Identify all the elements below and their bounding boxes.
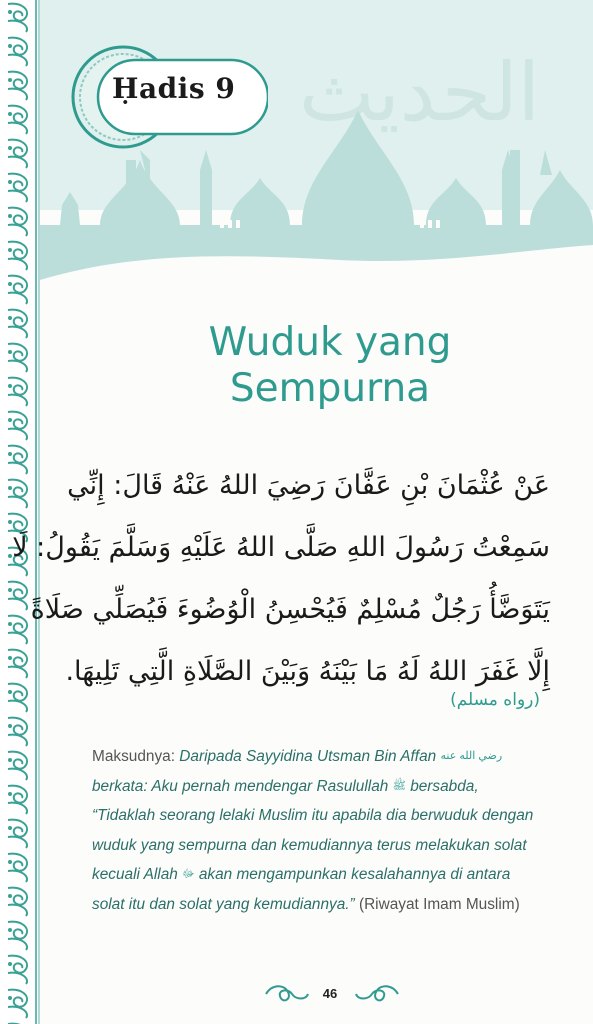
- arabic-line: عَنْ عُثْمَانَ بْنِ عَفَّانَ رَضِيَ اللهُ عَنْهُ قَالَ: إِنِّي: [67, 470, 550, 501]
- hadith-title: [160, 320, 500, 412]
- translation-part-3: bersabda, “Tidaklah seorang lelaki Muslim itu apabila dia berwuduk dengan wuduk yang sempurna dan kemudiannya terus melakukan solat kecuali Allah: [92, 777, 534, 884]
- decorative-border: [0, 0, 40, 1024]
- ornament-pattern: [0, 0, 40, 1024]
- arabic-line: سَمِعْتُ رَسُولَ اللهِ صَلَّى اللهُ عَلَيْهِ وَسَلَّمَ يَقُولُ: لَا: [12, 532, 550, 563]
- title-line-1: Wuduk yang: [208, 320, 452, 365]
- page-number: 46: [322, 986, 338, 1001]
- translation-part-4: akan mengampunkan kesalahannya di antara solat itu dan solat yang kemudiannya.”: [92, 866, 511, 913]
- honorific-saw-icon: ﷺ: [392, 779, 406, 792]
- translation-part-1: Daripada Sayyidina Utsman Bin Affan: [179, 748, 437, 765]
- arabic-line: إِلَّا غَفَرَ اللهُ لَهُ مَا بَيْنَهُ وَبَيْنَ الصَّلَاةِ الَّتِي تَلِيهَا.: [65, 656, 550, 687]
- hadith-source: (رواه مسلم): [450, 690, 540, 710]
- honorific-ra-icon: رضي الله عنه: [440, 750, 503, 763]
- translation-text: [92, 742, 544, 919]
- watermark-text: الحديث: [298, 46, 540, 139]
- arabic-line: يَتَوَضَّأُ رَجُلٌ مُسْلِمٌ فَيُحْسِنُ الْوُضُوءَ فَيُصَلِّي صَلَاةً: [30, 594, 550, 625]
- translation-source: (Riwayat Imam Muslim): [358, 895, 520, 913]
- honorific-swt-icon: ﷻ: [182, 868, 195, 881]
- title-line-2: Sempurna: [229, 366, 431, 411]
- translation-lead: Maksudnya:: [92, 748, 175, 765]
- chapter-title: Ḥadis 9: [112, 72, 236, 105]
- arabic-hadith-text: [12, 455, 550, 703]
- translation-part-2: berkata: Aku pernah mendengar Rasulullah: [92, 777, 389, 795]
